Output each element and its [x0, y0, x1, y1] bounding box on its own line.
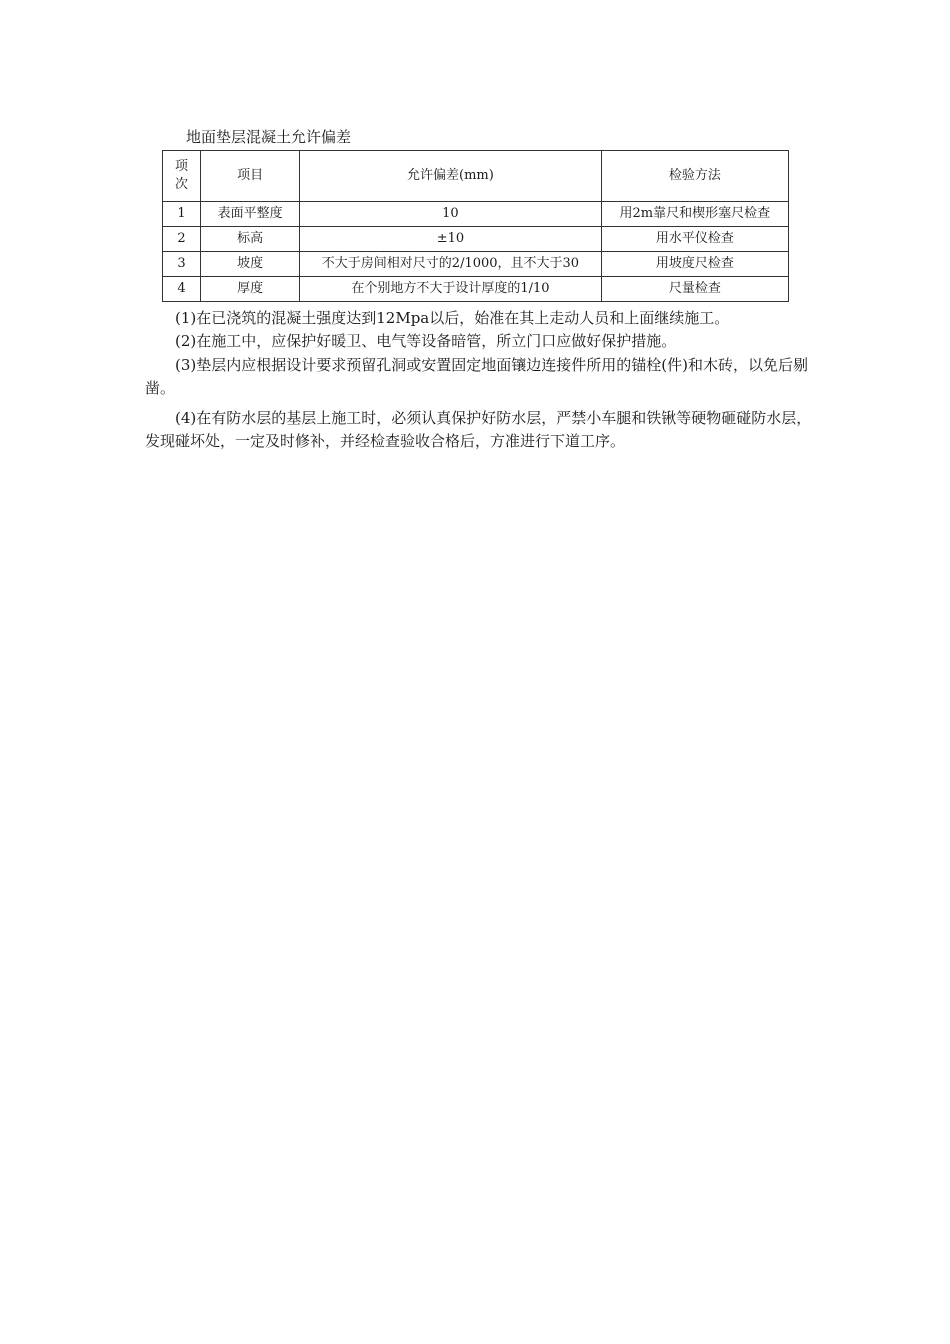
table-row — [163, 202, 789, 227]
table-row — [163, 227, 789, 252]
cell-tolerance: 10 — [300, 202, 601, 227]
paragraph-1: (1)在已浇筑的混凝土强度达到12Mpa以后，始准在其上走动人员和上面继续施工。 — [175, 309, 730, 327]
cell-tolerance: 不大于房间相对尺寸的2/1000，且不大于30 — [300, 252, 601, 277]
cell-item: 标高 — [201, 227, 300, 252]
header-item: 项目 — [201, 151, 300, 202]
paragraph-2: (2)在施工中，应保护好暖卫、电气等设备暗管，所立门口应做好保护措施。 — [175, 332, 677, 350]
table-row — [163, 252, 789, 277]
header-item-number-line2: 次 — [175, 177, 189, 192]
cell-item: 表面平整度 — [201, 202, 300, 227]
header-item-number-line1: 项 — [175, 159, 189, 174]
header-method: 检验方法 — [601, 151, 788, 202]
tolerance-table — [162, 150, 789, 302]
cell-tolerance: ±10 — [300, 227, 601, 252]
cell-method: 尺量检查 — [601, 277, 788, 302]
paragraph-3: (3)垫层内应根据设计要求预留孔洞或安置固定地面镶边连接件所用的锚栓(件)和木砖，以免后剔凿。 — [145, 356, 808, 397]
cell-number: 1 — [163, 202, 201, 227]
cell-method: 用2m靠尺和楔形塞尺检查 — [601, 202, 788, 227]
paragraph-4: (4)在有防水层的基层上施工时，必须认真保护好防水层，严禁小车腿和铁锹等硬物砸碰防水层，发现碰坏处，一定及时修补，并经检查验收合格后，方准进行下道工序。 — [145, 409, 812, 450]
cell-number: 2 — [163, 227, 201, 252]
cell-item: 坡度 — [201, 252, 300, 277]
cell-number: 4 — [163, 277, 201, 302]
cell-item: 厚度 — [201, 277, 300, 302]
cell-tolerance: 在个别地方不大于设计厚度的1/10 — [300, 277, 601, 302]
table-title: 地面垫层混凝土允许偏差 — [186, 128, 352, 146]
cell-number: 3 — [163, 252, 201, 277]
cell-method: 用坡度尺检查 — [601, 252, 788, 277]
header-tolerance: 允许偏差(mm) — [300, 151, 601, 202]
header-item-number — [163, 151, 201, 202]
table-row — [163, 277, 789, 302]
cell-method: 用水平仪检查 — [601, 227, 788, 252]
table-header-row — [163, 151, 789, 202]
